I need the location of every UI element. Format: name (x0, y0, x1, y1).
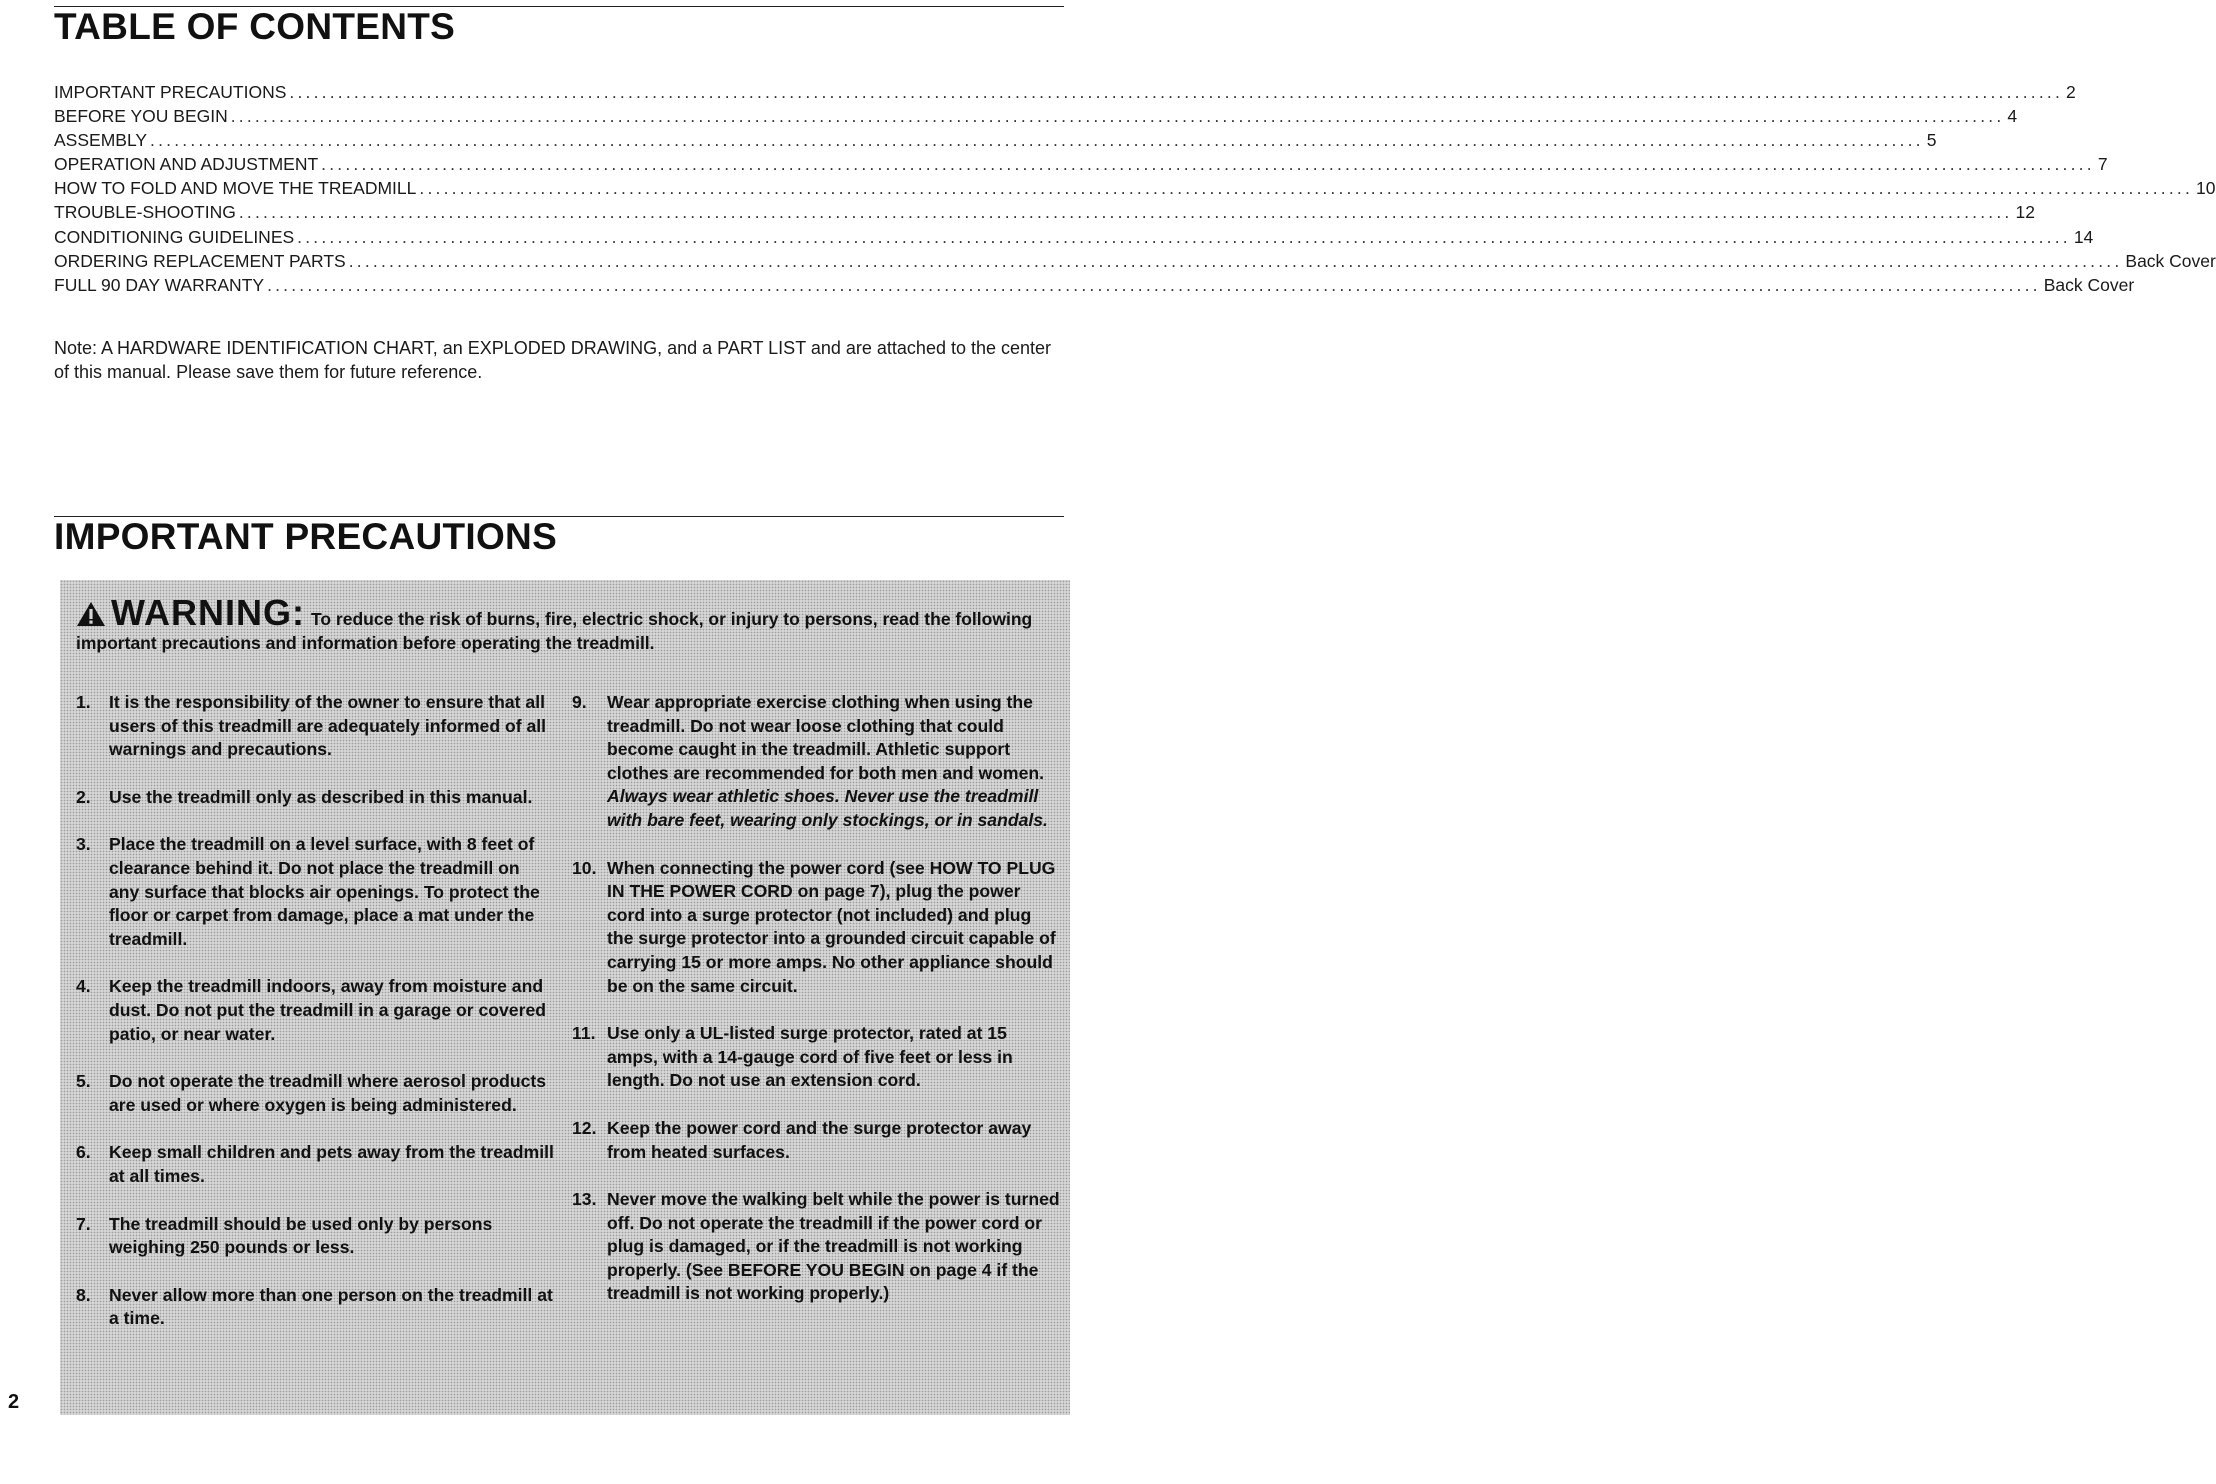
warning-label: WARNING: (111, 592, 305, 633)
toc-leader-dots: ............................................................................................................................................................................................................................ (289, 82, 2064, 102)
toc-entry-title: BEFORE YOU BEGIN (54, 106, 228, 127)
precaution-text-main: Wear appropriate exercise clothing when using the treadmill. Do not wear loose clothing that could become caught in the treadmill. Athletic support clothes are recommended for both men and women. (607, 692, 1044, 783)
precaution-text: When connecting the power cord (see HOW TO PLUG IN THE POWER CORD on page 7), plug the power cord into a surge protector (not included) and plug the surge protector into a grounded circuit capable of carrying 15 or more amps. No other appliance should be on the same circuit. (607, 857, 1056, 996)
precaution-text: Keep the treadmill indoors, away from moisture and dust. Do not put the treadmill in a garage or covered patio, or near water. (109, 976, 546, 1044)
toc-entry-title: TROUBLE-SHOOTING (54, 202, 236, 223)
toc-leader-dots: ............................................................................................................................................................................................................................ (297, 226, 2071, 247)
toc-entry[interactable] (54, 249, 2216, 273)
toc-entry-page: 7 (2097, 154, 2108, 175)
toc-entry-title: HOW TO FOLD AND MOVE THE TREADMILL (54, 178, 417, 199)
toc-entry-page: 12 (2015, 202, 2035, 223)
toc-entry-title: ORDERING REPLACEMENT PARTS (54, 250, 346, 271)
toc-entry-page: Back Cover (2125, 250, 2216, 271)
toc-entry-page: 14 (2073, 226, 2094, 247)
toc-leader-dots: ............................................................................................................................................................................................................................ (348, 250, 2123, 271)
precaution-item (572, 691, 1062, 833)
toc-entry-page: Back Cover (2043, 274, 2135, 295)
precaution-text: Never move the walking belt while the power is turned off. Do not operate the treadmill if the power cord or plug is damaged, or if the treadmill is not working properly. (See BEFORE YOU BEGIN on page 4 if the treadmill is not working properly.) (607, 1189, 1060, 1304)
toc-entry[interactable] (54, 273, 2135, 297)
toc-leader-dots: ............................................................................................................................................................................................................................ (230, 106, 2005, 127)
toc-note: Note: A HARDWARE IDENTIFICATION CHART, an EXPLODED DRAWING, and a PART LIST and are attached to the center of this manual. Please save them for future reference. (54, 338, 1052, 382)
precaution-number: 4. (76, 976, 91, 997)
warning-triangle-icon (76, 601, 106, 627)
toc-leader-dots: ............................................................................................................................................................................................................................ (238, 202, 2013, 223)
toc-leader-dots: ............................................................................................................................................................................................................................ (321, 154, 2095, 175)
precaution-item (572, 1117, 1062, 1164)
toc-entry[interactable] (54, 225, 2094, 249)
precaution-number: 3. (76, 834, 91, 855)
toc-entry[interactable] (54, 152, 2108, 176)
precaution-item (76, 691, 554, 762)
warning-statement (76, 592, 1061, 655)
toc-entry-title: IMPORTANT PRECAUTIONS (54, 82, 287, 102)
precaution-number: 6. (76, 1142, 91, 1163)
precaution-text: Keep small children and pets away from the treadmill at all times. (109, 1142, 554, 1186)
precaution-item (572, 1022, 1062, 1093)
precaution-item (572, 1188, 1062, 1306)
precaution-number: 10. (572, 857, 597, 878)
toc-entry-title: FULL 90 DAY WARRANTY (54, 274, 265, 295)
precaution-emphasis: Always wear athletic shoes. Never use the treadmill with bare feet, wearing only stockings, or in sandals. (607, 786, 1048, 830)
precaution-item (76, 1213, 554, 1260)
precaution-text: Never allow more than one person on the treadmill at a time. (109, 1284, 553, 1329)
toc-entry[interactable] (54, 128, 1937, 152)
precaution-number: 8. (76, 1284, 91, 1305)
precaution-item (76, 1070, 554, 1117)
toc-entry-page: 10 (2196, 178, 2216, 199)
toc-heading: TABLE OF CONTENTS (54, 6, 456, 47)
precaution-number: 5. (76, 1071, 91, 1092)
precaution-text: The treadmill should be used only by persons weighing 250 pounds or less. (109, 1213, 493, 1258)
warning-text: To reduce the risk of burns, fire, electric shock, or injury to persons, read the following important precautions and information before operating the treadmill. (76, 609, 1033, 653)
precaution-number: 12. (572, 1117, 597, 1138)
toc-entry-page: 2 (2066, 82, 2076, 102)
page-number: 2 (8, 1391, 20, 1413)
toc-entry-title: ASSEMBLY (54, 130, 148, 151)
precaution-text: Place the treadmill on a level surface, with 8 feet of clearance behind it. Do not place the treadmill on any surface that blocks air openings. To protect the floor or carpet from damage, place a mat under the treadmill. (109, 834, 540, 949)
precautions-right-column (572, 691, 1062, 1330)
precaution-item (76, 786, 554, 810)
precaution-item (76, 1141, 554, 1188)
precaution-number: 2. (76, 786, 91, 807)
toc-entry[interactable] (54, 176, 2216, 200)
precaution-number: 1. (76, 692, 91, 712)
precaution-item (76, 975, 554, 1046)
toc-entry-page: 5 (1926, 130, 1937, 151)
toc-entry-title: CONDITIONING GUIDELINES (54, 226, 295, 247)
precaution-text: It is the responsibility of the owner to ensure that all users of this treadmill are adequately informed of all warnings and precautions. (109, 692, 547, 760)
precaution-item (76, 1284, 554, 1331)
precautions-heading: IMPORTANT PRECAUTIONS (54, 516, 558, 557)
precaution-number: 11. (572, 1023, 596, 1044)
precaution-text: Do not operate the treadmill where aerosol products are used or where oxygen is being administered. (109, 1071, 546, 1115)
toc-entry[interactable] (54, 80, 2076, 104)
toc-entry[interactable] (54, 104, 2018, 128)
precaution-text: Keep the power cord and the surge protector away from heated surfaces. (607, 1117, 1032, 1162)
toc-leader-dots: ............................................................................................................................................................................................................................ (267, 274, 2041, 295)
precaution-number: 7. (76, 1213, 91, 1234)
precaution-item (572, 857, 1062, 999)
precaution-text: Use the treadmill only as described in this manual. (109, 786, 533, 807)
precaution-text (607, 691, 1062, 833)
toc-entry-page: 4 (2007, 106, 2018, 127)
precaution-text: Use only a UL-listed surge protector, rated at 15 amps, with a 14-gauge cord of five feet or less in length. Do not use an extension cord. (607, 1023, 1013, 1091)
toc-leader-dots: ............................................................................................................................................................................................................................ (150, 130, 1924, 151)
toc-leader-dots: ............................................................................................................................................................................................................................ (419, 178, 2194, 199)
precaution-item (76, 833, 554, 951)
precautions-left-column (76, 691, 554, 1355)
precaution-number: 13. (572, 1189, 597, 1210)
precaution-number: 9. (572, 692, 587, 712)
toc-list (54, 80, 2216, 297)
toc-entry-title: OPERATION AND ADJUSTMENT (54, 154, 319, 175)
toc-entry[interactable] (54, 200, 2035, 224)
